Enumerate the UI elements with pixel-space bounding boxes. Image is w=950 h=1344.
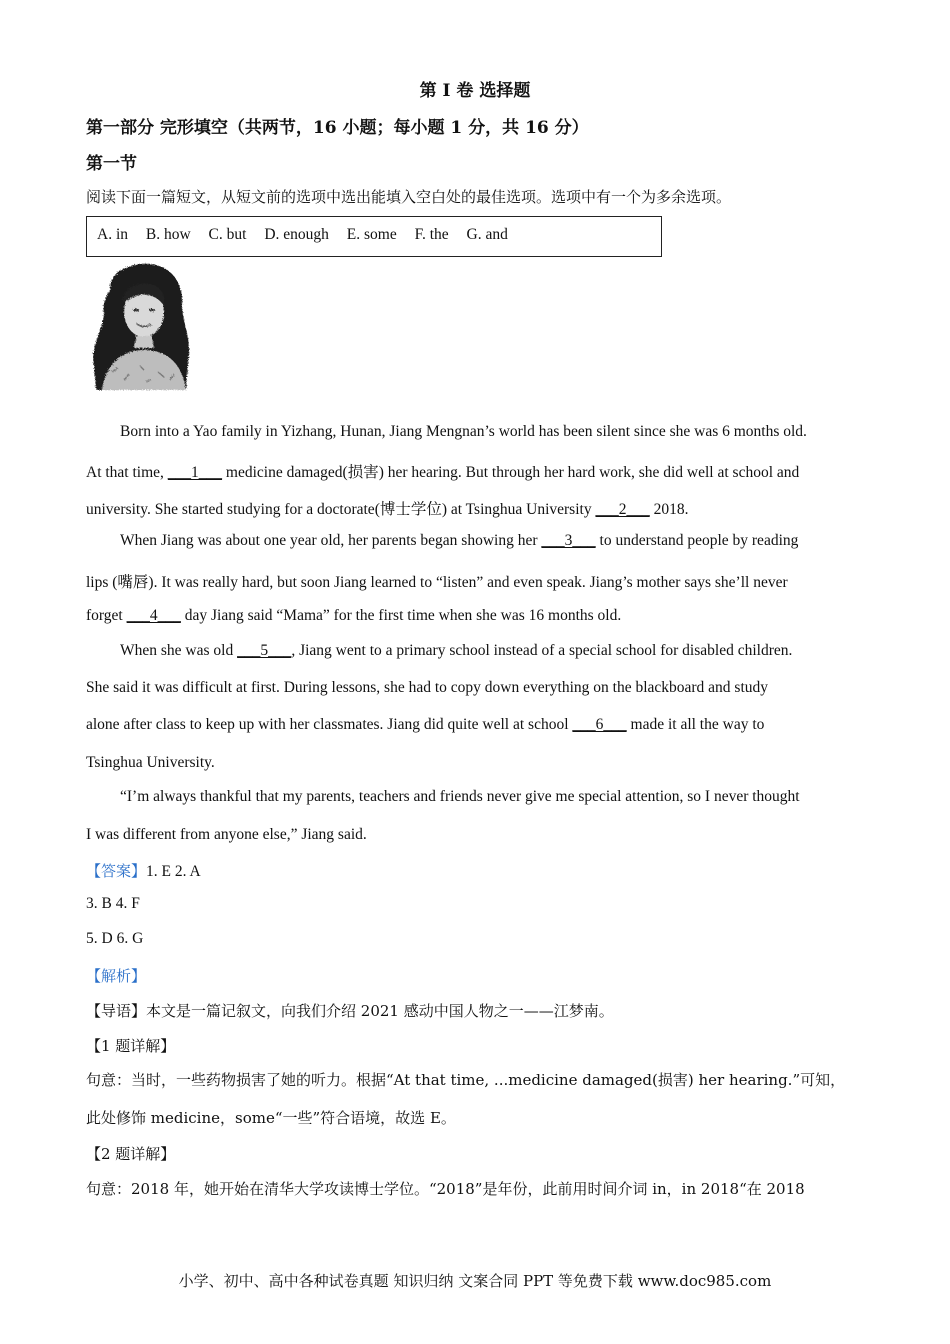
passage-line: “I’m always thankful that my parents, teachers and friends never give me special attention, so I never thought xyxy=(120,788,800,805)
q1-title: 【1 题详解】 xyxy=(86,1037,176,1055)
blank-3: ___3___ xyxy=(541,532,596,549)
passage-line: Born into a Yao family in Yizhang, Hunan, Jiang Mengnan’s world has been silent since she was 6 months old. xyxy=(120,423,807,440)
page-footer: 小学、初中、高中各种试卷真题 知识归纳 文案合同 PPT 等免费下载 www.doc985.com xyxy=(178,1272,772,1290)
section-title: 第一节 xyxy=(86,154,137,174)
blank-6: ___6___ xyxy=(572,716,627,733)
instruction-text: 阅读下面一篇短文，从短文前的选项中选出能填入空白处的最佳选项。选项中有一个为多余选项。 xyxy=(86,188,732,206)
analysis-label: 【解析】 xyxy=(86,967,147,985)
passage-line: alone after class to keep up with her classmates. Jiang did quite well at school ___6___ made it all the way to xyxy=(86,716,765,733)
passage-line: She said it was difficult at first. During lessons, she had to copy down everything on the blackboard and study xyxy=(86,679,769,696)
q1-explanation: 句意：当时，一些药物损害了她的听力。根据“At that time, ...medicine damaged(损害) her hearing.”可知， xyxy=(86,1071,846,1089)
passage-line: When Jiang was about one year old, her parents began showing her ___3___ to understand people by reading xyxy=(120,532,799,549)
passage-line: lips (嘴唇). It was really hard, but soon Jiang learned to “listen” and even speak. Jiang’s mother says she’ll never xyxy=(86,574,788,591)
blank-4: ___4___ xyxy=(126,607,181,624)
passage-line: When she was old ___5___, Jiang went to a primary school instead of a special school for disabled children. xyxy=(120,642,793,659)
passage-line: Tsinghua University. xyxy=(86,754,215,771)
q2-explanation: 句意：2018 年，她开始在清华大学攻读博士学位。“2018”是年份，此前用时间介词 in，in 2018“在 2018 xyxy=(86,1180,805,1198)
answer-line: 5. D 6. G xyxy=(86,930,144,947)
exam-volume-heading: 第 I 卷 选择题 xyxy=(419,81,531,101)
options-box xyxy=(86,216,662,257)
answer-line: 【答案】1. E 2. A xyxy=(86,863,201,880)
passage-line: university. She started studying for a doctorate(博士学位) at Tsinghua University ___2___ 2018. xyxy=(86,501,689,518)
blank-5: ___5___ xyxy=(237,642,292,659)
option-e: E. some xyxy=(346,226,397,243)
guide-text: 【导语】本文是一篇记叙文，向我们介绍 2021 感动中国人物之一——江梦南。 xyxy=(86,1002,614,1020)
option-b: B. how xyxy=(145,226,191,243)
q2-title: 【2 题详解】 xyxy=(86,1145,176,1163)
q1-explanation: 此处修饰 medicine，some“一些”符合语境，故选 E。 xyxy=(86,1109,456,1127)
answer-line: 3. B 4. F xyxy=(86,895,140,912)
option-d: D. enough xyxy=(264,226,329,243)
passage-line: At that time, ___1___ medicine damaged(损害) her hearing. But through her hard work, she did well at school and xyxy=(86,464,800,481)
part-title: 第一部分 完形填空（共两节，16 小题；每小题 1 分，共 16 分） xyxy=(86,118,589,138)
answer-label: 【答案】 xyxy=(86,864,147,880)
option-c: C. but xyxy=(208,226,247,243)
blank-2: ___2___ xyxy=(595,501,650,518)
option-f: F. the xyxy=(414,226,449,243)
passage-line: I was different from anyone else,” Jiang said. xyxy=(86,826,367,843)
option-a: A. in xyxy=(97,226,128,243)
portrait-photo xyxy=(88,262,200,392)
passage-line: forget ___4___ day Jiang said “Mama” for the first time when she was 16 months old. xyxy=(86,607,622,624)
option-g: G. and xyxy=(466,226,508,243)
blank-1: ___1___ xyxy=(167,464,223,481)
